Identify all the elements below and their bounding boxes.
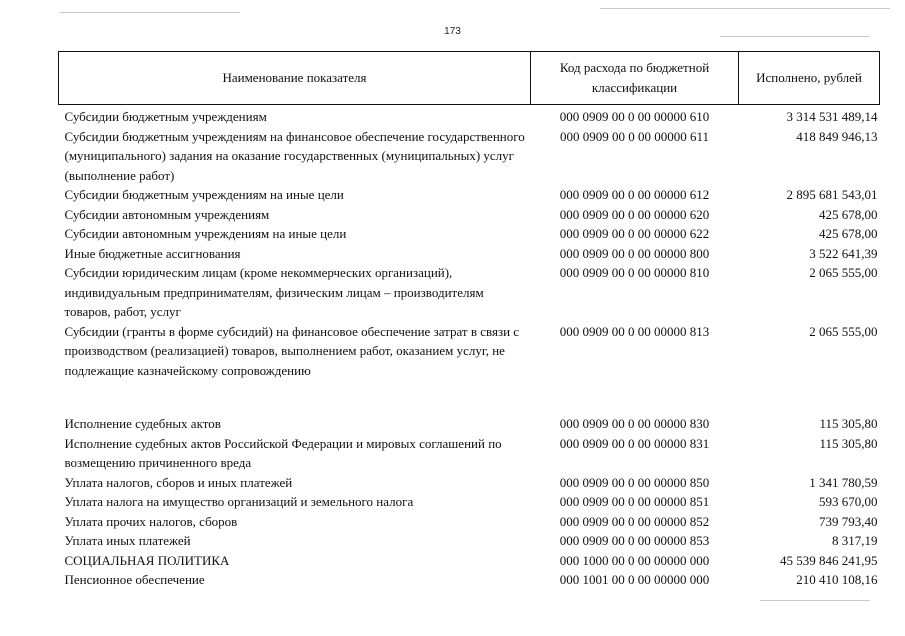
table-row [59,224,880,244]
row-name: Субсидии юридическим лицам (кроме некоммерческих организаций), индивидуальным предпринимателям, физическим лицам – производителям товаров, работ, услуг [64,265,484,319]
row-amount: 3 314 531 489,14 [786,109,878,124]
table-row [59,512,880,532]
row-amount: 8 317,19 [832,533,878,548]
row-code: 000 0909 00 0 00 00000 853 [559,533,710,548]
row-amount: 210 410 108,16 [796,572,878,587]
row-name: СОЦИАЛЬНАЯ ПОЛИТИКА [64,552,230,568]
row-code: 000 0909 00 0 00 00000 611 [559,128,710,144]
table-body [59,105,880,590]
row-name: Субсидии автономным учреждениям [64,206,270,222]
row-amount: 45 539 846 241,95 [780,552,878,568]
row-code: 000 0909 00 0 00 00000 610 [559,109,710,124]
row-code: 000 0909 00 0 00 00000 830 [559,416,710,431]
row-amount: 3 522 641,39 [809,245,878,261]
table-row [59,244,880,264]
row-amount: 115 305,80 [819,416,878,431]
row-code: 000 0909 00 0 00 00000 813 [559,323,710,339]
row-name: Субсидии автономным учреждениям на иные цели [64,226,347,241]
table-row [59,105,880,127]
row-amount: 2 065 555,00 [809,323,878,339]
row-name: Уплата налогов, сборов и иных платежей [64,474,293,490]
row-amount: 425 678,00 [819,206,878,222]
row-amount: 739 793,40 [819,513,878,529]
row-name: Исполнение судебных актов Российской Федерации и мировых соглашений по возмещению причиненного вреда [64,435,502,470]
row-name: Субсидии бюджетным учреждениям на финансовое обеспечение государственного (муниципального) задания на оказание государственных (муниципальных) услуг (выполнение работ) [64,128,525,183]
table-row [59,434,880,473]
column-header-amount: Исполнено, рублей [739,52,880,105]
row-code: 000 0909 00 0 00 00000 800 [559,245,710,261]
row-code: 000 0909 00 0 00 00000 852 [559,513,710,529]
table-row [59,473,880,493]
column-header-name: Наименование показателя [59,52,531,105]
row-code: 000 0909 00 0 00 00000 851 [559,494,710,509]
row-code: 000 0909 00 0 00 00000 620 [559,206,710,222]
row-code: 000 0909 00 0 00 00000 831 [559,435,710,451]
row-name: Уплата иных платежей [64,533,191,548]
row-amount: 2 065 555,00 [809,265,878,280]
table-row [59,263,880,322]
row-amount: 115 305,80 [819,435,878,451]
row-name: Субсидии бюджетным учреждениям [64,109,267,124]
table-row [59,414,880,434]
table-row [59,531,880,551]
row-name: Уплата прочих налогов, сборов [64,513,238,529]
row-code: 000 0909 00 0 00 00000 622 [559,226,710,241]
table-row [59,185,880,205]
scan-artifact [760,600,870,601]
table-row [59,127,880,186]
page-number: 173 [444,26,461,37]
row-amount: 593 670,00 [819,494,878,509]
row-amount: 418 849 946,13 [796,128,878,144]
table-row [59,492,880,512]
table-row [59,205,880,225]
row-amount: 425 678,00 [819,226,878,241]
table-header [59,52,880,105]
scan-artifact [60,12,240,13]
row-name: Уплата налога на имущество организаций и земельного налога [64,494,414,509]
scan-artifact [600,8,890,9]
row-amount: 1 341 780,59 [809,474,878,490]
row-amount: 2 895 681 543,01 [786,187,878,202]
expenditure-table [58,51,880,590]
row-name: Иные бюджетные ассигнования [64,245,241,261]
row-code: 000 0909 00 0 00 00000 850 [559,474,710,490]
table-row [59,551,880,571]
blank-row [59,380,880,414]
row-code: 000 0909 00 0 00 00000 612 [559,187,710,202]
row-name: Пенсионное обеспечение [64,572,205,587]
column-header-code: Код расхода по бюджетной классификации [531,52,739,105]
table-row [59,322,880,381]
scan-artifact [720,36,870,37]
table-row [59,570,880,590]
row-code: 000 1001 00 0 00 00000 000 [559,572,710,587]
row-name: Исполнение судебных актов [64,416,221,431]
row-name: Субсидии бюджетным учреждениям на иные цели [64,187,344,202]
row-code: 000 1000 00 0 00 00000 000 [559,552,710,568]
row-code: 000 0909 00 0 00 00000 810 [559,265,710,280]
row-name: Субсидии (гранты в форме субсидий) на финансовое обеспечение затрат в связи с производством (реализацией) товаров, выполнением работ, оказанием услуг, не подлежащие казначейскому сопровождению [64,323,520,378]
